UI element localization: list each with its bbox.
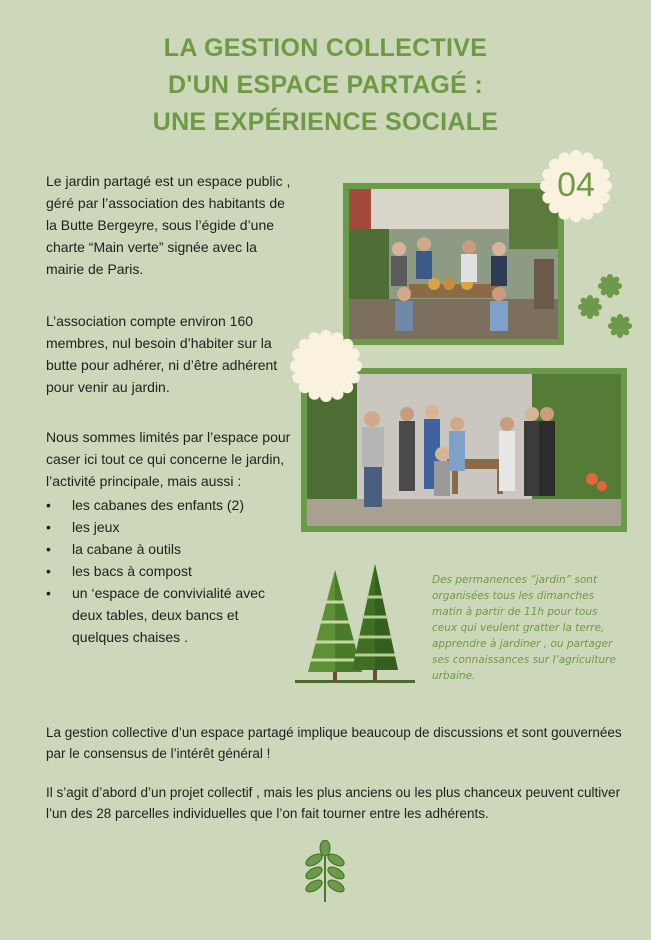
collective-project-paragraph: Il s’agit d’abord d’un projet collectif , mais les plus anciens ou les plus chanceux peuvent cultiver l’un des 28 parcelles individuelles que l’on fait tourner entre les adhérents. — [46, 785, 621, 821]
garden-photo-group-table — [343, 183, 564, 345]
limits-paragraph: Nous sommes limités par l’espace pour caser ici tout ce qui concerne le jardin, l’activité principale, mais aussi : — [46, 429, 291, 489]
page-title — [0, 30, 651, 141]
intro-paragraph: Le jardin partagé est un espace public , géré par l’association des habitants de la Butte Bergeyre, sous l’égide d’une charte “Main verte” signée avec la mairie de Paris. — [46, 173, 291, 277]
title-line-1: LA GESTION COLLECTIVE — [163, 34, 488, 62]
decorative-dots-icon — [575, 272, 635, 342]
sunday-sessions-note: Des permanences “jardin” sont organisées tous les dimanches matin à partir de 11h pour tous ceux qui veulent gratter la terre, apprendre à jardiner , ou partager ses connaissances sur l’agriculture urbaine. — [432, 574, 616, 682]
list-item: • la cabane à outils — [46, 538, 296, 560]
collective-management-paragraph: La gestion collective d’un espace partagé implique beaucoup de discussions et sont gouvernées par le consensus de l’intérêt général ! — [46, 725, 622, 761]
title-line-2: D'UN ESPACE PARTAGÉ : — [167, 71, 484, 99]
title-line-3: UNE EXPÉRIENCE SOCIALE — [152, 108, 499, 136]
list-item: • les cabanes des enfants (2) — [46, 494, 296, 516]
association-paragraph: L’association compte environ 160 membres, nul besoin d’habiter sur la butte pour adhérer, ni d’être adhérent pour venir au jardin. — [46, 313, 278, 395]
photo-illustration — [349, 189, 558, 339]
pine-trees-icon — [290, 562, 420, 690]
list-item: • un ‘espace de convivialité avec deux tables, deux bancs et quelques chaises . — [46, 582, 296, 648]
list-item: • les jeux — [46, 516, 296, 538]
list-item: • les bacs à compost — [46, 560, 296, 582]
leaf-sprig-icon — [300, 840, 350, 902]
uses-list — [46, 494, 296, 648]
decorative-scallop-icon — [290, 330, 362, 402]
page-number: 04 — [557, 166, 595, 204]
